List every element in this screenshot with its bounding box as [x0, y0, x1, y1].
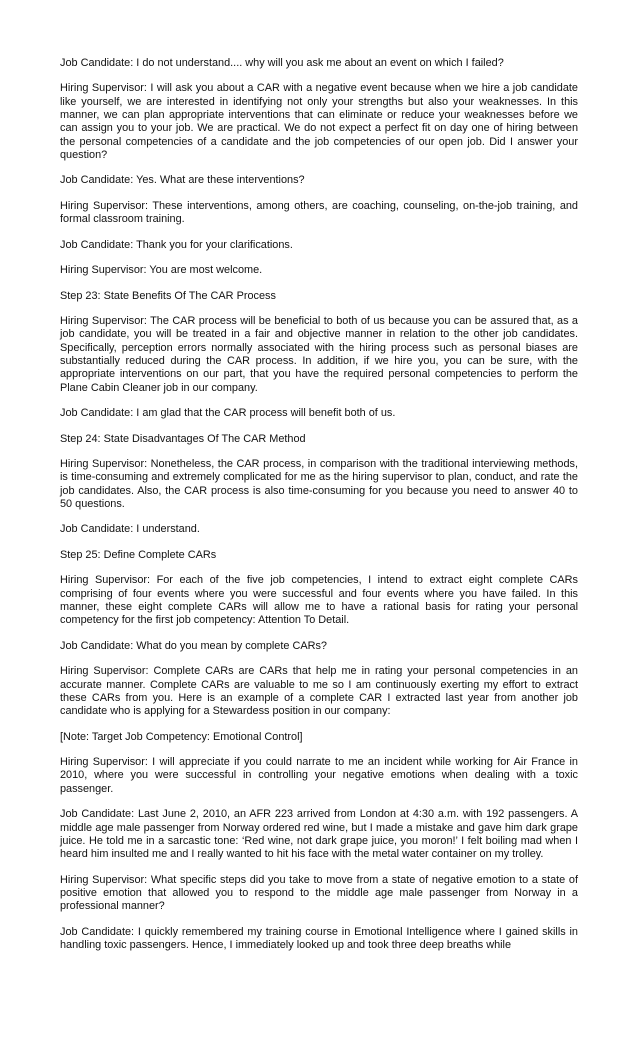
paragraph-candidate-training: Job Candidate: I quickly remembered my training course in Emotional Intelligence where I gained skills in handling toxic passengers. Hence, I immediately looked up and took three deep breaths while — [60, 925, 578, 951]
paragraph-candidate-understand: Job Candidate: I understand. — [60, 523, 200, 536]
paragraph-supervisor-negative-event: Hiring Supervisor: I will ask you about a CAR with a negative event because when we hire a job candidate like yourself, we are interested in identifying not only your strengths but also your weaknesses. In this manner, we can plan appropriate interventions that can eliminate or reduce your weaknesses before we can assign you to your job. We are practical. We do not expect a perfect fit on day one of hiring between the personal competencies of a candidate and the job competencies of our open job. Did I answer your question? — [60, 82, 578, 161]
paragraph-supervisor-interventions: Hiring Supervisor: These interventions, among others, are coaching, counseling, on-the-job training, and formal classroom training. — [60, 199, 578, 226]
paragraph-supervisor-welcome: Hiring Supervisor: You are most welcome. — [60, 264, 263, 277]
paragraph-candidate-complete-cars-question: Job Candidate: What do you mean by complete CARs? — [60, 639, 327, 652]
step-23-heading: Step 23: State Benefits Of The CAR Process — [60, 289, 276, 302]
paragraph-candidate-not-understand: Job Candidate: I do not understand.... why will you ask me about an event on which I failed? — [60, 57, 504, 69]
paragraph-supervisor-eight-cars: Hiring Supervisor: For each of the five job competencies, I intend to extract eight complete CARs comprising of four events where you were successful and four events where you have failed. In this manner, these eight complete CARs will allow me to have a rational basis for rating your personal competency for the first job competency: Attention To Detail. — [60, 574, 578, 627]
paragraph-supervisor-disadvantages: Hiring Supervisor: Nonetheless, the CAR process, in comparison with the traditional interviewing methods, is time-consuming and extremely complicated for me as the hiring supervisor to plan, conduct, and rate the job candidates. Also, the CAR process is also time-consuming for you because you need to answer 40 to 50 questions. — [60, 458, 578, 510]
paragraph-supervisor-complete-cars: Hiring Supervisor: Complete CARs are CARs that help me in rating your personal competencies in an accurate manner. Complete CARs are valuable to me so I am continuously exerting my effort to extract these CARs from you. Here is an example of a complete CAR I extracted last year from another job candidate who is applying for a Stewardess position in our company: — [60, 665, 578, 718]
paragraph-supervisor-benefits: Hiring Supervisor: The CAR process will be beneficial to both of us because you can be assured that, as a job candidate, you will be treated in a fair and objective manner in relation to the other job candidates. Specifically, perception errors normally associated with the hiring process such as personal biases are substantially reduced during the CAR process. In addition, if we hire you, you can be sure, with the appropriate interventions on our part, that you have the required personal competencies to perform the Plane Cabin Cleaner job in our company. — [60, 315, 578, 394]
paragraph-supervisor-specific-steps: Hiring Supervisor: What specific steps did you take to move from a state of negative emotion to a state of positive emotion that allowed you to respond to the middle age male passenger from Norway in a professional manner? — [60, 873, 578, 913]
paragraph-candidate-thanks: Job Candidate: Thank you for your clarifications. — [60, 238, 293, 251]
document-page — [60, 57, 578, 964]
paragraph-candidate-glad: Job Candidate: I am glad that the CAR process will benefit both of us. — [60, 407, 396, 420]
step-25-heading: Step 25: Define Complete CARs — [60, 548, 217, 561]
step-24-heading: Step 24: State Disadvantages Of The CAR Method — [60, 432, 306, 445]
note-target-competency: [Note: Target Job Competency: Emotional Control] — [60, 730, 303, 743]
paragraph-candidate-interventions-question: Job Candidate: Yes. What are these interventions? — [60, 174, 305, 187]
paragraph-candidate-incident: Job Candidate: Last June 2, 2010, an AFR 223 arrived from London at 4:30 a.m. with 192 passengers. A middle age male passenger from Norway ordered red wine, but I made a mistake and gave him dark grape juice. He told me in a sarcastic tone: ‘Red wine, not dark grape juice, you moron!’ I felt boiling mad when I heard him insulted me and I really wanted to hit his face with the metal water container on my trolley. — [60, 808, 578, 861]
paragraph-supervisor-air-france: Hiring Supervisor: I will appreciate if you could narrate to me an incident while working for Air France in 2010, where you were successful in controlling your negative emotions when dealing with a toxic passenger. — [60, 756, 578, 795]
